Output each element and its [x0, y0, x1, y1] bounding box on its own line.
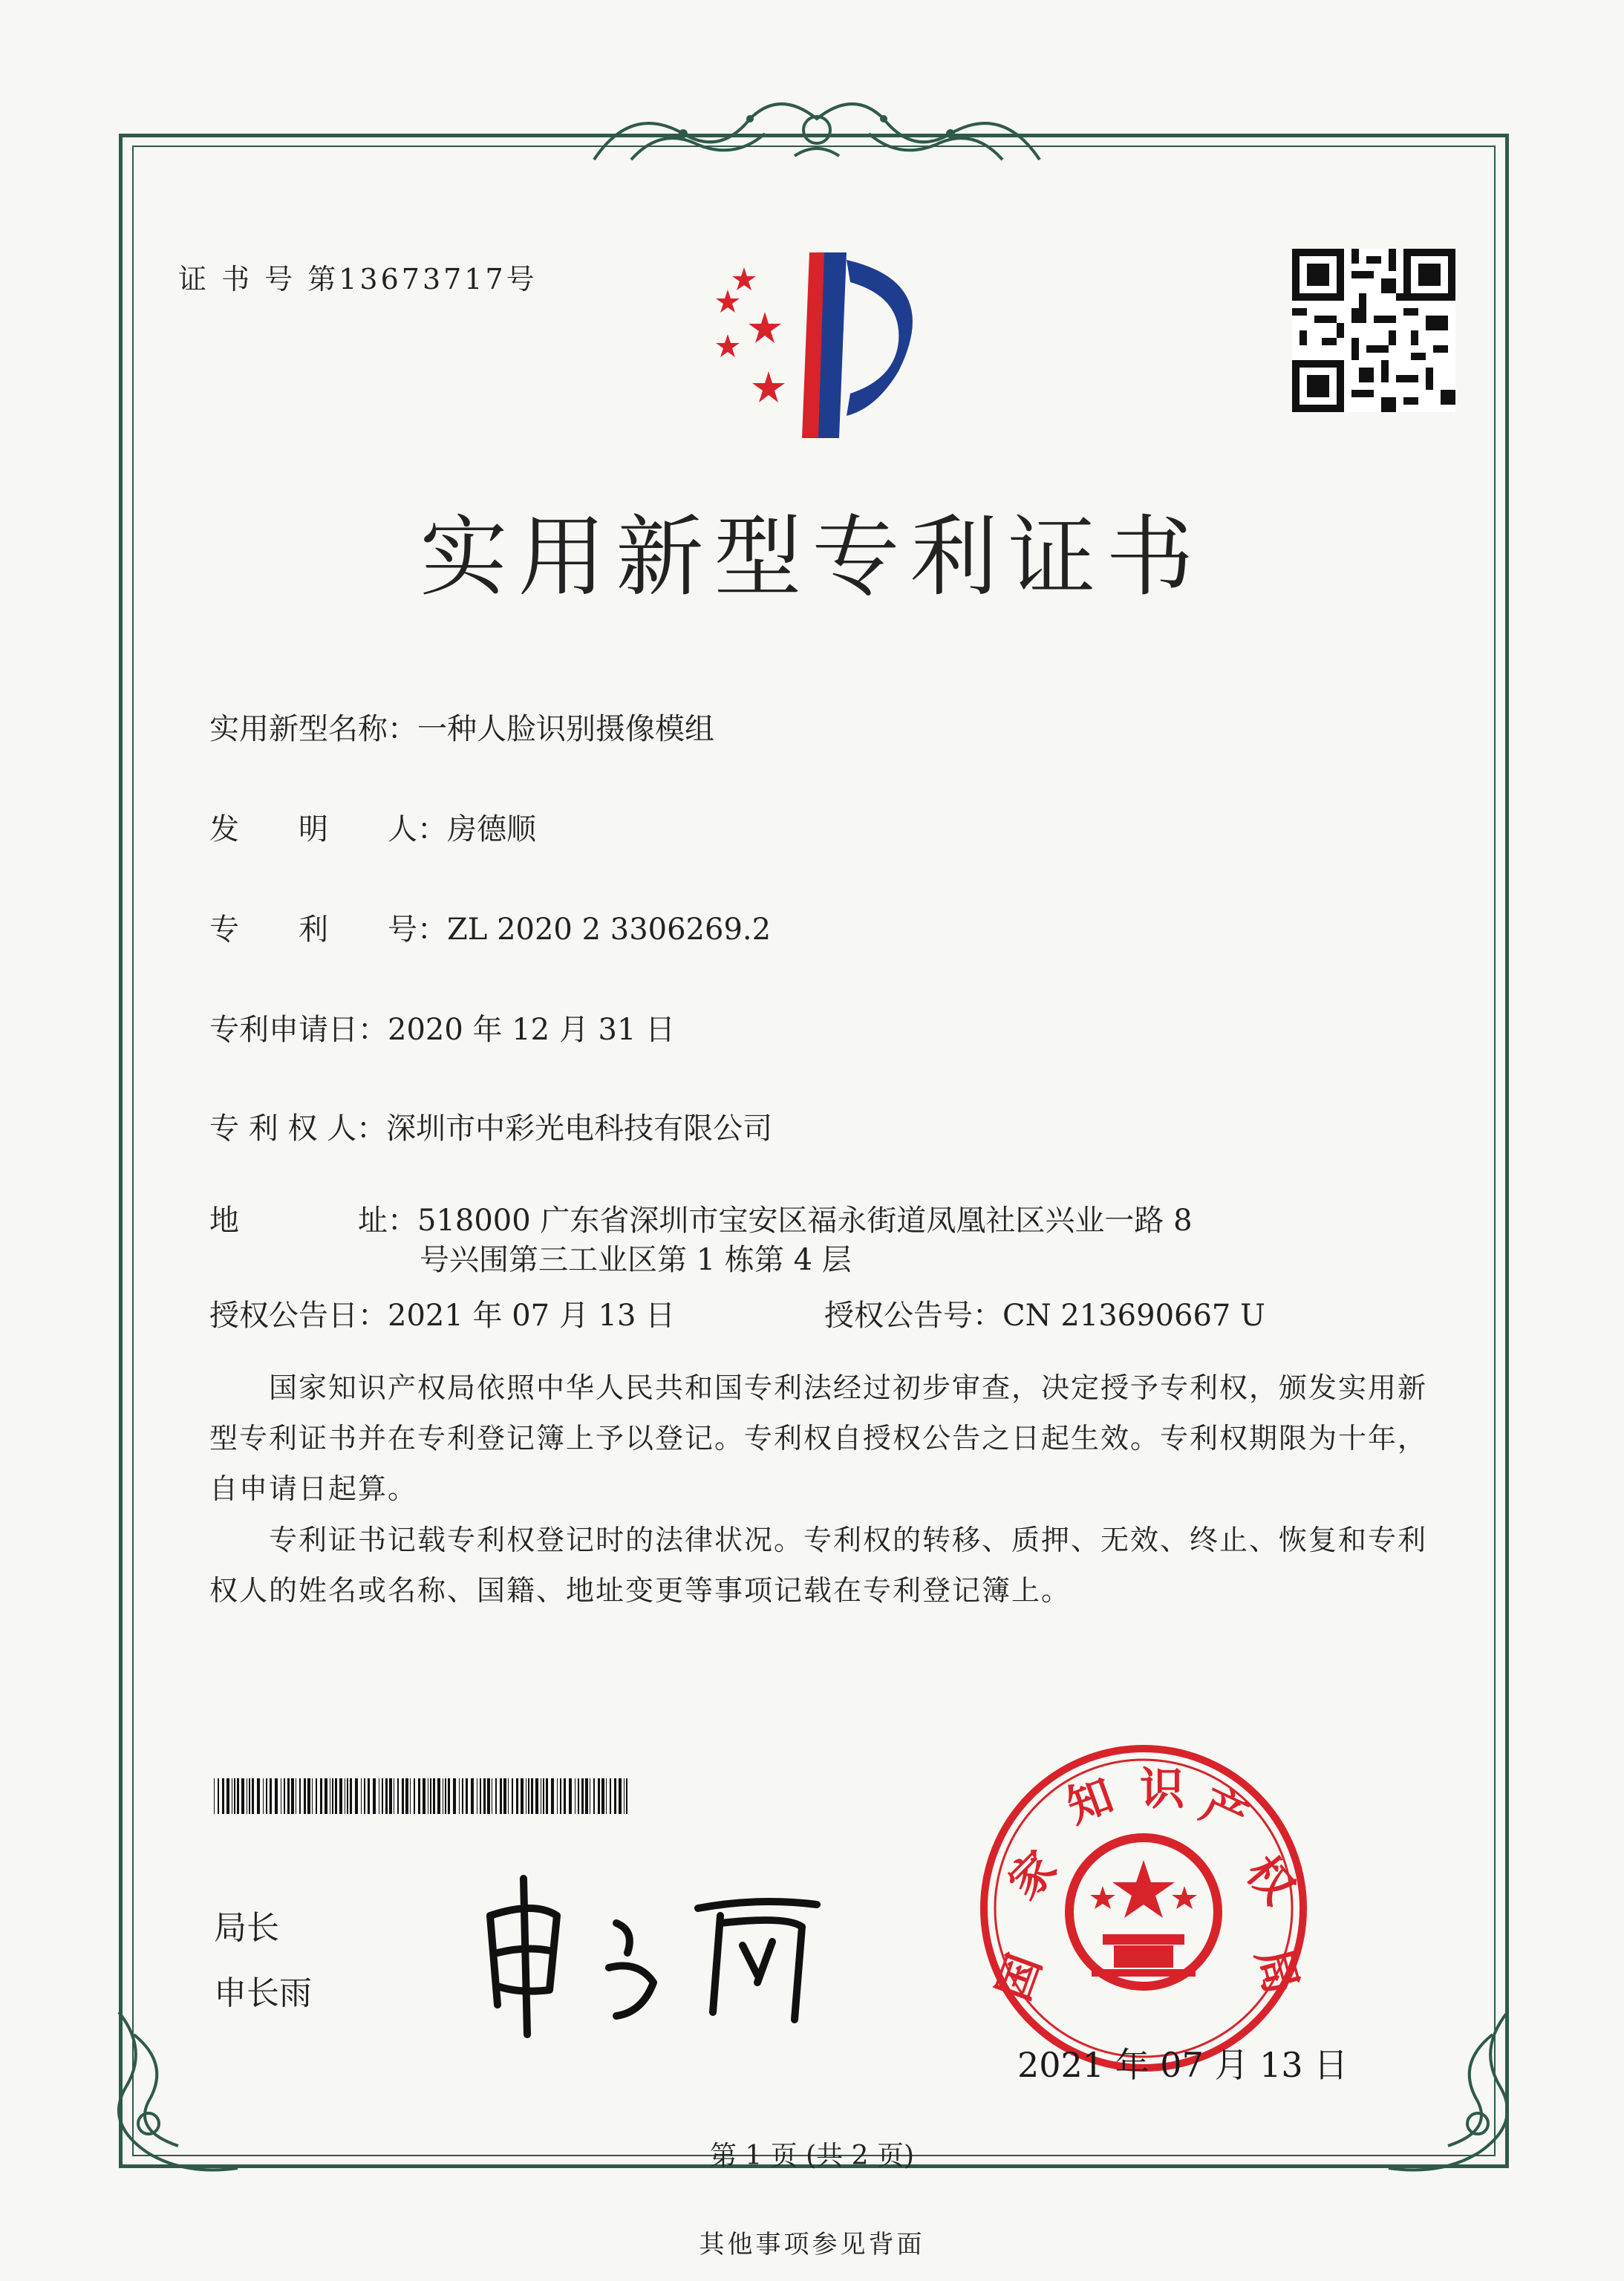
grant-date-row — [209, 1292, 675, 1334]
svg-text:家: 家 — [998, 1841, 1067, 1910]
seal-date: 2021 年 07 月 13 日 — [1017, 2045, 1349, 2085]
qr-code-icon — [1292, 249, 1455, 412]
certificate-number-label: 证 书 号 第 — [178, 263, 339, 296]
certificate-title: 实用新型专利证书 — [420, 506, 1204, 608]
utility-model-name-label: 实用新型名称： — [209, 712, 417, 746]
grant-number-label: 授权公告号： — [824, 1299, 1002, 1333]
address-row — [209, 1197, 1193, 1239]
footer-note: 其他事项参见背面 — [699, 2230, 925, 2259]
handwritten-signature-icon — [475, 1864, 861, 2042]
application-date-row — [209, 1006, 675, 1048]
inventor-value: 房德顺 — [447, 812, 536, 846]
utility-model-name-value: 一种人脸识别摄像模组 — [417, 712, 714, 746]
svg-text:识: 识 — [1140, 1763, 1184, 1815]
barcode-icon — [214, 1778, 630, 1814]
page-indicator: 第 1 页 (共 2 页) — [709, 2141, 915, 2171]
svg-text:局: 局 — [1245, 1942, 1308, 2000]
certificate-number — [178, 256, 538, 297]
certificate-number-value: 13673717 — [339, 263, 506, 296]
svg-text:知: 知 — [1060, 1769, 1121, 1834]
application-date-value: 2020 年 12 月 31 日 — [388, 1013, 676, 1047]
svg-text:权: 权 — [1236, 1846, 1305, 1914]
patent-number-value: ZL 2020 2 3306269.2 — [447, 913, 772, 947]
cnipa-logo-icon — [698, 238, 936, 438]
address-label: 地 址： — [209, 1204, 417, 1238]
grant-statement-paragraph: 国家知识产权局依照中华人民共和国专利法经过初步审查，决定授予专利权，颁发实用新型专利证书并在专利登记簿上予以登记。专利权自授权公告之日起生效。专利权期限为十年，自申请日起算。 — [209, 1371, 1428, 1505]
legal-status-paragraph: 专利证书记载专利权登记时的法律状况。专利权的转移、质押、无效、终止、恢复和专利权人的姓名或名称、国籍、地址变更等事项记载在专利登记簿上。 — [209, 1524, 1428, 1607]
patentee-label: 专 利 权 人： — [209, 1112, 387, 1146]
patentee-row — [209, 1105, 772, 1147]
utility-model-name-row — [209, 705, 714, 748]
address-line-2: 号兴围第三工业区第 1 栋第 4 层 — [420, 1243, 852, 1277]
patentee-value: 深圳市中彩光电科技有限公司 — [386, 1112, 773, 1146]
official-seal-icon — [973, 1737, 1314, 2079]
signatory-name: 申长雨 — [214, 1974, 312, 2012]
certificate-number-suffix: 号 — [506, 263, 538, 296]
patent-number-label: 专 利 号： — [209, 913, 447, 947]
patent-number-row — [209, 906, 771, 948]
address-line-1: 518000 广东省深圳市宝安区福永街道凤凰社区兴业一路 8 — [417, 1204, 1193, 1238]
top-ornament-icon — [587, 89, 1047, 171]
grant-date-label: 授权公告日： — [209, 1299, 388, 1333]
svg-text:国: 国 — [988, 1947, 1052, 2008]
grant-number-value: CN 213690667 U — [1002, 1299, 1265, 1333]
application-date-label: 专利申请日： — [209, 1013, 388, 1047]
grant-date-value: 2021 年 07 月 13 日 — [388, 1299, 676, 1333]
inventor-row — [209, 806, 536, 848]
inventor-label: 发 明 人： — [209, 812, 447, 846]
svg-text:产: 产 — [1193, 1778, 1256, 1845]
grant-number-row — [824, 1292, 1265, 1334]
signatory-title: 局长 — [214, 1909, 279, 1947]
